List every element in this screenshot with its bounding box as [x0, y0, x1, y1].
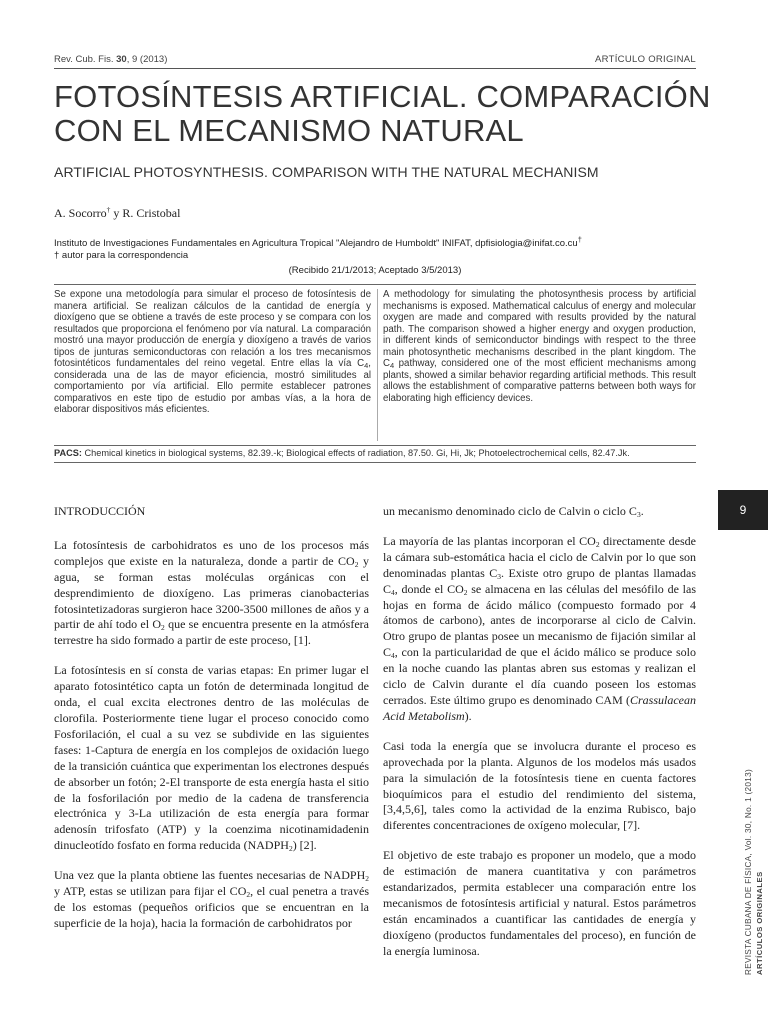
abstract-divider: [377, 289, 378, 441]
paragraph: Casi toda la energía que se involucra durante el proceso es aprovechada por la planta. Algunos de los modelos más usados para la simulación de la fotosíntesis tiene en cuenta factores bioquímicos para el estudio del rendimiento del sistema, [3,4,5,6], tales como la actividad de la enzima Rubisco, bajo diferentes concentraciones de oxígeno molecular, [7].: [383, 738, 696, 833]
paragraph: un mecanismo denominado ciclo de Calvin o ciclo $C_3$.: [383, 504, 644, 519]
paragraph: La fotosíntesis en sí consta de varias etapas: En primer lugar el aparato fotosintético capta un fotón de determinada longitud de onda, el cual excita electrones dentro de las moléculas de clorofila. Posteriormente tiene lugar el proceso conocido como Fosforilación, el cual a su vez se subdivide en las siguientes fases: 1-Captura de energía en los complejos de oxidación luego de la transición cuántica que experimentan los electrones después de absorber un fotón; 2-El transporte de esta energía hasta el sitio de la fosforilación por medio de la cadena de transferencia electrónica y 3-La utilización de esta energía para formar adenosín trifosfato (ATP) y la coenzima nicotinamidadenin dinucleotído fosfato en forma reducida $(NADPH_2)$ [2].: [54, 663, 369, 854]
pacs-bottom-rule: [54, 462, 696, 463]
received-dates: (Recibido 21/1/2013; Aceptado 3/5/2013): [288, 265, 462, 276]
abstract-spanish: Se expone una metodología para simular el proceso de fotosíntesis de manera artificial. Se realizan cálculos de la cantidad de energía y dioxígeno que se obtiene a través de este proceso y se compara con los resultados que proporciona el fenómeno por vía natural. La comparación mostró una mayor producción de energía y dioxígeno a través de varios tipos de junturas semiconductoras con relación a los tres mecanismos fotosintéticos fundamentales del reino vegetal. Entre ellas la vía $C_4$, considerada una de las de mayor eficiencia, mostró similitudes al comportamiento por vía artificial. Ello permite establecer patrones comparativos en este tipo de estudio por ambas vías, a la hora de elaborar dispositivos más eficientes.: [54, 289, 371, 415]
abstract-top-rule: [54, 284, 696, 285]
paragraph: El objetivo de este trabajo es proponer un modelo, que a modo de estimación de manera cuantitativa y con parámetros estandarizados, permita establecer una comparación entre los mecanismos de fotosíntesis artificial y natural. Estos parámetros están encaminados a cuantificar las cantidades de energía y dioxígeno (productos fundamentales del proceso), en función de la energía luminosa.: [383, 848, 696, 958]
article-subtitle: ARTIFICIAL PHOTOSYNTHESIS. COMPARISON WITH THE NATURAL MECHANISM: [54, 164, 599, 180]
body-column-right: [383, 504, 696, 974]
paragraph: La mayoría de las plantas incorporan el $CO_2$ directamente desde la cámara sub-estomática hacia el ciclo de Calvin por lo que son denominadas plantas $C_3$. Existe otro grupo de plantas llamadas $C_4$, donde el $CO_2$ se almacena en las células del mesófilo de las hojas en forma de ácido málico (compuesto formado por 4 átomos de carbono), antes de incorporarse al ciclo de Calvin. Otro grupo de plantas posee un mecanismo de fijación similar al $C_4$, con la particularidad de que el ácido málico se produce solo en la noche cuando las plantas abren sus estomas y realizan el ciclo de Calvin durante el día cuando poseen los estomas cerrados. Este último grupo es denominado CAM (Crassulacean Acid Metabolism).: [383, 533, 697, 723]
authors: A. Socorro† y R. Cristobal: [54, 205, 181, 220]
paragraph: Una vez que la planta obtiene las fuentes necesarias de $NADPH_2$ y ATP, estas se utilizan para fijar el $CO_2$, el cual penetra a través de los estomas (pequeños orificios que se encuentran en la superficie de la hoja), hacia la formación de carbohidratos por: [54, 868, 369, 930]
affiliation: Instituto de Investigaciones Fundamentales en Agricultura Tropical "Alejandro de Humboldt" INIFAT, dpfisiologia@inifat.co.cu† † autor para la correspondencia: [54, 234, 582, 261]
body-column-left: [54, 504, 369, 946]
abstract-english: A methodology for simulating the photosynthesis process by artificial mechanisms is exposed. Mathematical calculus of energy and molecular oxygen are made and compared with results provided by the natural path. The comparison showed a higher energy and oxygen production, in different kinds of semiconductor bindings with respect to the three main photosynthetic mechanisms described in the plant kingdom. The $C_4$ pathway, considered one of the most efficient mechanisms among plants, showed a similar behavior regarding artificial methods. This result allows the establishment of comparative patterns between both ways for elaborating high efficiency devices.: [383, 289, 696, 404]
section-heading: INTRODUCCIÓN: [54, 504, 146, 518]
side-journal-label: REVISTA CUBANA DE FÍSICA, Vol. 30, No. 1 (2013) ARTÍCULOS ORIGINALES: [744, 769, 764, 975]
header-rule: [54, 68, 696, 69]
section-label: ARTÍCULO ORIGINAL: [595, 54, 696, 65]
journal-citation: Rev. Cub. Fis. 30, 9 (2013): [54, 54, 168, 65]
pacs-top-rule: [54, 445, 696, 446]
page-number-tab: 9: [718, 490, 768, 530]
pacs-line: PACS: Chemical kinetics in biological systems, 82.39.-k; Biological effects of radiation, 87.50. Gi, Hi, Jk; Photoelectrochemical cells, 82.47.Jk.: [54, 448, 630, 458]
paragraph: La fotosíntesis de carbohidratos es uno de los procesos más complejos que existe en la naturaleza, donde a partir de $CO_2$ y agua, se forman estas moléculas orgánicas con el desprendimiento de dioxígeno. Las primeras cianobacterias fotosintetizadoras surgieron hace 3200-3500 millones de años y a partir de ahí todo el $O_2$ que se encuentra presente en la atmósfera terrestre ha sido formado a partir de este proceso, [1].: [54, 537, 370, 648]
article-title: FOTOSÍNTESIS ARTIFICIAL. COMPARACIÓN CON EL MECANISMO NATURAL: [54, 79, 711, 148]
